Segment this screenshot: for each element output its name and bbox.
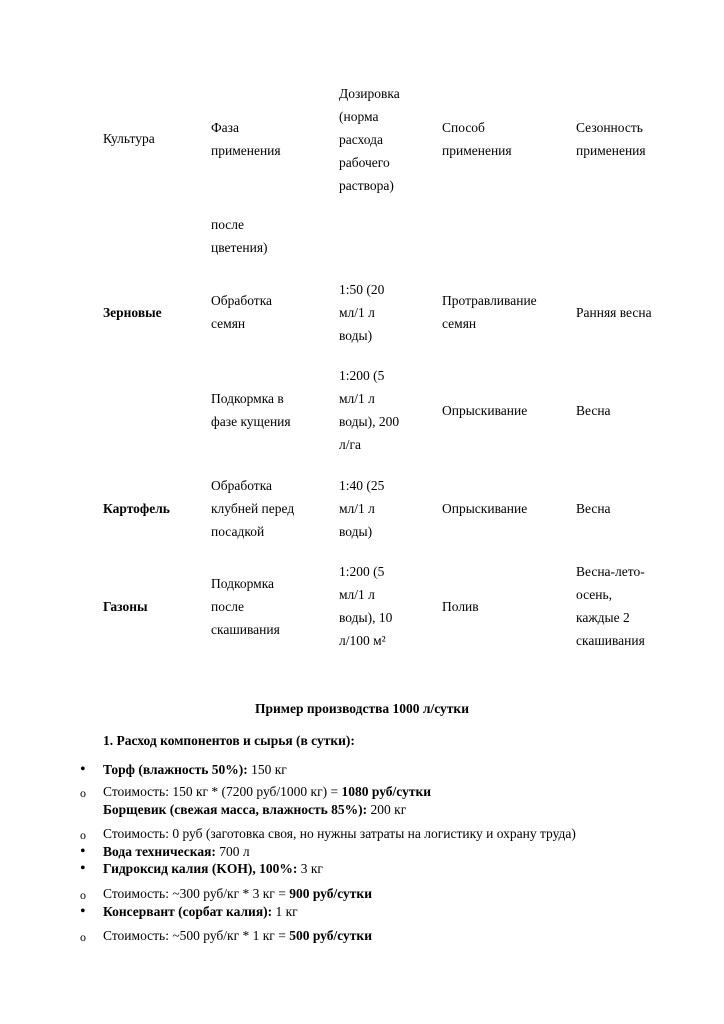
section-subtitle: 1. Расход компонентов и сырья (в сутки): [103, 733, 355, 748]
row-dosage: 1:200 (5 мл/1 л воды), 200 л/га [339, 368, 400, 452]
row-dosage: 1:40 (25 мл/1 л воды) [339, 478, 385, 539]
header-dosage: Дозировка (норма расхода рабочего раствора) [339, 86, 400, 193]
row-crop: Картофель [103, 501, 170, 516]
section-title: Пример производства 1000 л/сутки [255, 701, 469, 716]
bullet-marker: • [80, 843, 86, 860]
row-phase: Подкормка в фазе кущения [211, 391, 291, 429]
bullet-marker: • [80, 860, 86, 877]
phase-continuation: после цветения) [211, 217, 268, 255]
list-item: Торф (влажность 50%): 150 кг [103, 762, 287, 777]
list-item: Стоимость: ~500 руб/кг * 1 кг = 500 руб/сутки [103, 928, 372, 943]
row-dosage: 1:200 (5 мл/1 л воды), 10 л/100 м² [339, 564, 393, 648]
row-phase: Подкормка после скашивания [211, 576, 280, 637]
list-item: Консервант (сорбат калия): 1 кг [103, 904, 298, 919]
circle-marker: o [80, 930, 86, 944]
list-item: Борщевик (свежая масса, влажность 85%): 200 кг [103, 802, 407, 817]
bullet-marker: • [80, 903, 86, 920]
row-phase: Обработка клубней перед посадкой [211, 478, 295, 539]
bullet-marker: • [80, 761, 86, 778]
list-item: Вода техническая: 700 л [103, 844, 250, 859]
row-season: Весна [576, 501, 611, 516]
header-method: Способ применения [442, 120, 512, 158]
list-item: Стоимость: ~300 руб/кг * 3 кг = 900 руб/сутки [103, 886, 372, 901]
header-season: Сезонность применения [576, 120, 646, 158]
row-crop: Газоны [103, 599, 148, 614]
row-method: Опрыскивание [442, 501, 528, 516]
row-season: Ранняя весна [576, 305, 652, 320]
row-method: Опрыскивание [442, 403, 528, 418]
row-method: Протравливание семян [442, 293, 537, 331]
circle-marker: o [80, 828, 86, 842]
row-phase: Обработка семян [211, 293, 273, 331]
row-season: Весна-лето- осень, каждые 2 скашивания [576, 564, 645, 648]
circle-marker: o [80, 786, 86, 800]
row-dosage: 1:50 (20 мл/1 л воды) [339, 282, 385, 343]
list-item: Стоимость: 0 руб (заготовка своя, но нужны затраты на логистику и охрану труда) [103, 826, 576, 841]
list-item: Стоимость: 150 кг * (7200 руб/1000 кг) = 1080 руб/сутки [103, 784, 432, 799]
header-crop: Культура [103, 131, 155, 146]
circle-marker: o [80, 888, 86, 902]
list-item: Гидроксид калия (KOH), 100%: 3 кг [103, 861, 323, 876]
header-phase: Фаза применения [211, 120, 281, 158]
row-crop: Зерновые [103, 305, 162, 320]
row-method: Полив [442, 599, 479, 614]
row-season: Весна [576, 403, 611, 418]
